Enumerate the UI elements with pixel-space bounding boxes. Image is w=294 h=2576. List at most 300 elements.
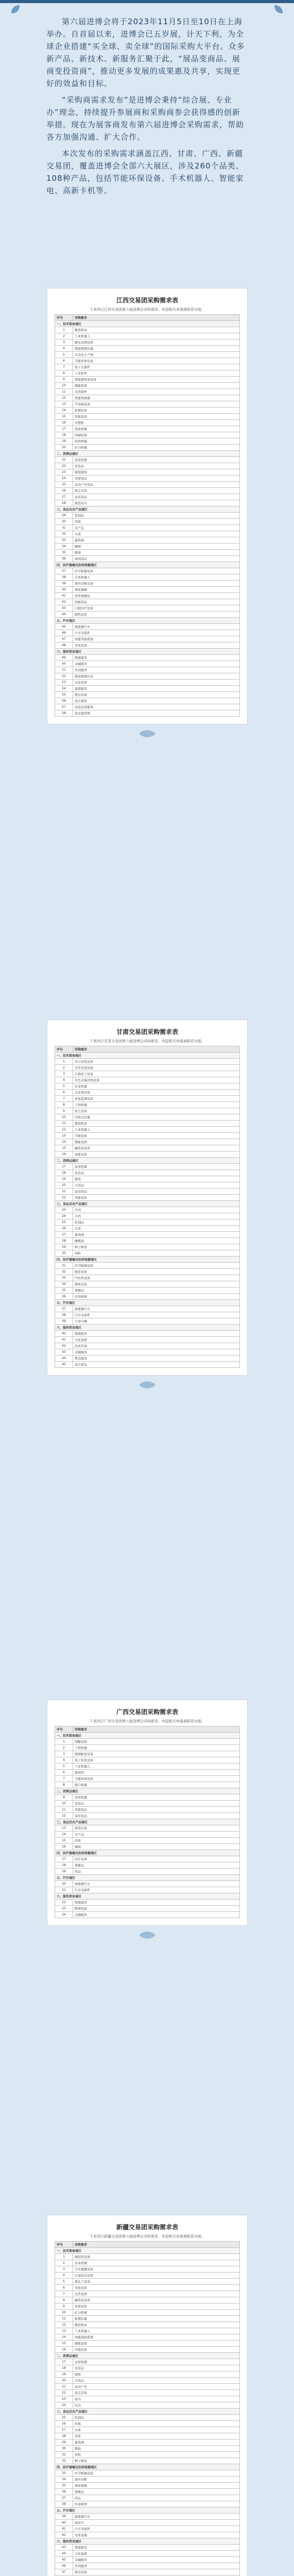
table-row	[55, 710, 240, 717]
row-item: 工业软件	[73, 370, 240, 377]
row-item: 文化创意	[73, 680, 240, 686]
row-number: 3	[55, 2266, 73, 2273]
row-number: 19	[55, 1176, 73, 1182]
row-number: 8	[55, 370, 73, 377]
table-header-row	[55, 315, 240, 321]
row-number: 33	[55, 2470, 73, 2477]
row-number: 16	[55, 1844, 73, 1850]
row-number: 23	[55, 1207, 73, 1213]
row-item: 家用电器	[73, 457, 240, 463]
table-row	[55, 1757, 240, 1764]
row-number: 25	[55, 1219, 73, 1226]
row-item: 运动户外	[73, 2384, 240, 2390]
row-number: 48	[55, 642, 73, 649]
row-item: 体外诊断	[73, 2477, 240, 2483]
row-number: 23	[55, 1906, 73, 1912]
row-number: 6	[55, 358, 73, 364]
table-row	[55, 593, 240, 599]
row-item: 保健品	[73, 1862, 240, 1869]
row-item: 饲料	[73, 1250, 240, 1257]
table-row	[55, 1170, 240, 1176]
row-item: 种子种苗	[73, 2458, 240, 2464]
category-label: 六、服务贸易展区	[55, 1325, 240, 1331]
row-item: 智能家居	[73, 1195, 240, 1201]
row-number: 32	[55, 2458, 73, 2464]
table-row	[55, 2545, 240, 2551]
table-row	[55, 1832, 240, 1838]
table-row	[55, 2347, 240, 2353]
table-row	[55, 1207, 240, 1213]
row-number: 31	[55, 2452, 73, 2458]
row-item: 葡萄酒	[73, 537, 240, 544]
intro-paragraph: 第六届进博会将于2023年11月5日至10日在上海举办。自首届以来，进博会已五岁展，计天下利，为全球企业搭建“买全球、卖全球”的国际采购大平台。众多新产品、新技术、新服务汇聚于此，“展品变商品、展商变投资商”，推动更多发展的成果惠及共享，实现更好的效益和目标。	[46, 17, 245, 88]
table-row	[55, 383, 240, 389]
row-item: 口腔医疗设备	[73, 605, 240, 612]
row-item: 汽车零部件	[73, 1887, 240, 1893]
row-number: 32	[55, 1269, 73, 1275]
row-item: 工业机器人	[73, 333, 240, 340]
row-number: 45	[55, 2557, 73, 2563]
row-number: 21	[55, 2384, 73, 2390]
category-row	[55, 1788, 240, 1794]
requirement-table	[55, 1046, 240, 1368]
row-item: 教育培训	[73, 2569, 240, 2575]
row-number: 31	[55, 1263, 73, 1269]
row-number: 23	[55, 469, 73, 476]
row-item: 日用品	[73, 1182, 240, 1189]
category-row	[55, 2464, 240, 2470]
row-number: 49	[55, 655, 73, 661]
row-item: 医学影像设备	[73, 568, 240, 574]
row-item: 化妆品	[73, 1170, 240, 1176]
row-number: 27	[55, 494, 73, 500]
table-row	[55, 2477, 240, 2483]
table-row	[55, 494, 240, 500]
row-number: 9	[55, 2303, 73, 2310]
table-row	[55, 2569, 240, 2575]
row-number: 17	[55, 2359, 73, 2365]
row-item: 激光切割设备	[73, 340, 240, 346]
row-item: 营养保健品	[73, 593, 240, 599]
row-number: 40	[55, 1331, 73, 1337]
row-item: 农业机械	[73, 1083, 240, 1090]
row-item: 制糖设备	[73, 1739, 240, 1745]
requirement-card	[47, 1700, 247, 1925]
row-item: 教育服务	[73, 1355, 240, 1362]
table-row	[55, 377, 240, 383]
row-item: 金融服务	[73, 1912, 240, 1918]
row-item: 港口机械	[73, 1782, 240, 1788]
table-row	[55, 2378, 240, 2384]
row-item: 运动用品	[73, 1189, 240, 1195]
table-row	[55, 1343, 240, 1349]
table-header-row	[55, 1046, 240, 1053]
row-number: 57	[55, 704, 73, 710]
row-number: 17	[55, 1164, 73, 1170]
row-number: 10	[55, 383, 73, 389]
row-number: 8	[55, 1102, 73, 1108]
table-subtitle: 下表列示江西交易团第六届进博会采购需求，欢迎相关参展商联系对接。	[90, 308, 205, 312]
category-row	[55, 1257, 240, 1263]
table-row	[55, 581, 240, 587]
table-row	[55, 2390, 240, 2396]
row-item: 羊肉	[73, 1213, 240, 1219]
category-row	[55, 562, 240, 568]
row-number: 5	[55, 2279, 73, 2285]
row-number: 6	[55, 1770, 73, 1776]
row-item: 医用耗材	[73, 2501, 240, 2507]
row-item: 印刷设备	[73, 432, 240, 438]
row-number: 13	[55, 2328, 73, 2334]
row-item: 服装	[73, 1176, 240, 1182]
row-number: 28	[55, 2433, 73, 2439]
row-item: 物流服务	[73, 1900, 240, 1906]
row-number: 41	[55, 1337, 73, 1343]
row-number: 2	[55, 333, 73, 340]
table-row	[55, 642, 240, 649]
row-item: 日用品	[73, 2378, 240, 2384]
category-row	[55, 1733, 240, 1739]
row-item: 智能传感器	[73, 395, 240, 401]
row-number: 20	[55, 445, 73, 451]
row-number: 25	[55, 2415, 73, 2421]
row-item: 热带水果	[73, 1825, 240, 1832]
row-number: 11	[55, 1121, 73, 1127]
category-row	[55, 2353, 240, 2359]
row-number: 4	[55, 346, 73, 352]
category-row	[55, 2507, 240, 2514]
table-subtitle: 下表列示广西交易团第六届进博会采购需求，欢迎相关参展商联系对接。	[90, 1719, 205, 1723]
row-item: 化妆品	[73, 463, 240, 469]
row-item: 节能设备	[73, 1133, 240, 1139]
table-row	[55, 599, 240, 605]
row-item: 农业机械	[73, 2260, 240, 2266]
row-item: 工程机械	[73, 1745, 240, 1751]
row-number: 29	[55, 513, 73, 519]
row-number: 35	[55, 550, 73, 556]
row-number: 22	[55, 1195, 73, 1201]
row-item: 实验室仪器	[73, 1114, 240, 1121]
category-row	[55, 2248, 240, 2254]
category-row	[55, 506, 240, 513]
row-number: 10	[55, 1114, 73, 1121]
row-item: 眼科设备	[73, 612, 240, 618]
row-item: 家用电器	[73, 2359, 240, 2365]
category-row	[55, 2409, 240, 2415]
row-item: 检测设备	[73, 408, 240, 414]
table-row	[55, 1071, 240, 1077]
row-number: 1	[55, 1739, 73, 1745]
row-item: 新材料	[73, 1770, 240, 1776]
row-item: 物流服务	[73, 2545, 240, 2551]
table-row	[55, 2291, 240, 2297]
table-row	[55, 1250, 240, 1257]
row-number: 10	[55, 2310, 73, 2316]
row-item: 节能环保设备	[73, 1776, 240, 1782]
table-row	[55, 1745, 240, 1751]
row-item: 家用电器	[73, 1164, 240, 1170]
table-row	[55, 1844, 240, 1850]
row-number: 8	[55, 1782, 73, 1788]
table-row	[55, 1312, 240, 1318]
category-label: 二、消费品展区	[55, 1788, 240, 1794]
row-number: 33	[55, 537, 73, 544]
row-number: 2	[55, 2260, 73, 2266]
table-row	[55, 612, 240, 618]
row-item: 家居用品	[73, 494, 240, 500]
table-row	[55, 2483, 240, 2489]
row-item: 服装	[73, 2371, 240, 2378]
table-row	[55, 2427, 240, 2433]
row-item: 有色金属冶炼设备	[73, 1077, 240, 1083]
leaf-icon	[138, 728, 157, 739]
row-item: 数控机床	[73, 2322, 240, 2328]
table-header-row	[55, 1726, 240, 1733]
table-row	[55, 1281, 240, 1287]
row-number: 21	[55, 457, 73, 463]
row-item: 服装服饰	[73, 469, 240, 476]
row-item: 医学影像设备	[73, 2470, 240, 2477]
row-number: 20	[55, 1881, 73, 1887]
table-row	[55, 1114, 240, 1121]
row-item: 水果	[73, 2427, 240, 2433]
row-item: 咖啡	[73, 544, 240, 550]
row-item: 智能制造系统	[73, 2334, 240, 2341]
row-item: 汽车零部件	[73, 1312, 240, 1318]
row-number: 12	[55, 395, 73, 401]
row-number: 47	[55, 2569, 73, 2575]
row-item: 金融服务	[73, 2557, 240, 2563]
row-number: 37	[55, 2495, 73, 2501]
row-item: 手术机器人	[73, 574, 240, 581]
row-item: 种子种苗	[73, 1244, 240, 1250]
row-item: 氢能设备	[73, 1151, 240, 1158]
row-number: 24	[55, 476, 73, 482]
row-item: 物流服务	[73, 1331, 240, 1337]
row-number: 7	[55, 364, 73, 370]
leaf-icon	[9, 3, 22, 15]
table-row	[55, 630, 240, 636]
category-row	[55, 1325, 240, 1331]
table-row	[55, 2402, 240, 2409]
row-item: 体外诊断设备	[73, 581, 240, 587]
row-item: 信息技术服务	[73, 704, 240, 710]
category-label: 三、食品及农产品展区	[55, 1201, 240, 1207]
table-row	[55, 2297, 240, 2303]
table-row	[55, 2439, 240, 2446]
table-row	[55, 457, 240, 463]
row-number: 58	[55, 710, 73, 717]
intro-paragraph: “采购商需求发布”是进博会秉持“综合展、专业办”理念，持续提升参展商和采购商参会获得感的创新举措。现在为展客商发布第六届进博会采购需求，帮助各方加强沟通、扩大合作。	[46, 95, 245, 142]
table-row	[55, 1121, 240, 1127]
table-row	[55, 2433, 240, 2439]
row-item: 冷链设备	[73, 2347, 240, 2353]
row-number: 30	[55, 519, 73, 525]
table-row	[55, 2415, 240, 2421]
category-label: 三、食品及农产品展区	[55, 2409, 240, 2415]
table-subtitle: 下表列示新疆交易团第六届进博会采购需求，欢迎相关参展商联系对接。	[90, 2234, 205, 2239]
category-label: 二、消费品展区	[55, 2353, 240, 2359]
table-row	[55, 513, 240, 519]
row-number: 35	[55, 2483, 73, 2489]
row-number: 25	[55, 482, 73, 488]
table-row	[55, 2359, 240, 2365]
row-item: 输变电设备	[73, 1145, 240, 1151]
row-item: 石油钻采设备	[73, 2273, 240, 2279]
row-number: 36	[55, 2489, 73, 2495]
table-row	[55, 556, 240, 562]
row-item: 珠宝首饰	[73, 488, 240, 494]
row-number: 46	[55, 2563, 73, 2569]
table-row	[55, 2260, 240, 2266]
table-row	[55, 1751, 240, 1757]
category-label: 五、汽车展区	[55, 618, 240, 624]
row-number: 21	[55, 1887, 73, 1893]
row-item: 金融服务	[73, 1349, 240, 1355]
table-row	[55, 2421, 240, 2427]
requirement-table	[55, 314, 240, 717]
row-number: 39	[55, 1318, 73, 1325]
row-number: 5	[55, 1083, 73, 1090]
table-row	[55, 1838, 240, 1844]
row-item: 家用电器	[73, 1794, 240, 1801]
row-item: 箱包皮具	[73, 500, 240, 506]
row-item: 储能设备	[73, 2341, 240, 2347]
row-number: 22	[55, 463, 73, 469]
table-row	[55, 544, 240, 550]
requirement-table	[55, 1726, 240, 1918]
table-row	[55, 500, 240, 506]
row-item: 数控机床	[73, 327, 240, 333]
table-row	[55, 2341, 240, 2347]
row-item: 矿山机械	[73, 2310, 240, 2316]
table-row	[55, 1059, 240, 1065]
row-number: 34	[55, 1281, 73, 1287]
table-row	[55, 1881, 240, 1887]
row-item: 中医药设备	[73, 1275, 240, 1281]
row-number: 9	[55, 1794, 73, 1801]
row-number: 32	[55, 531, 73, 537]
category-label: 二、消费品展区	[55, 1158, 240, 1164]
table-row	[55, 364, 240, 370]
row-number: 12	[55, 1127, 73, 1133]
row-number: 5	[55, 352, 73, 358]
table-row	[55, 1269, 240, 1275]
row-item: 家具	[73, 2396, 240, 2402]
table-row	[55, 636, 240, 642]
category-label: 一、技术装备展区	[55, 321, 240, 327]
row-number: 39	[55, 2514, 73, 2520]
table-row	[55, 2322, 240, 2328]
row-item: 旅游服务	[73, 686, 240, 692]
table-row	[55, 2458, 240, 2464]
row-number: 45	[55, 1362, 73, 1368]
table-row	[55, 358, 240, 364]
row-number: 13	[55, 1133, 73, 1139]
row-number: 34	[55, 544, 73, 550]
row-item: 康复器械	[73, 2483, 240, 2489]
row-item: 母婴用品	[73, 1807, 240, 1813]
row-item: 商用车	[73, 2520, 240, 2526]
table-row	[55, 327, 240, 333]
row-item: 葡萄酒	[73, 2439, 240, 2446]
table-row	[55, 1232, 240, 1238]
table-row	[55, 1244, 240, 1250]
table-row	[55, 1900, 240, 1906]
row-item: 光伏组件	[73, 389, 240, 395]
table-row	[55, 1139, 240, 1145]
category-row	[55, 1819, 240, 1825]
row-item: 乳制品	[73, 2415, 240, 2421]
row-number: 11	[55, 389, 73, 395]
table-row	[55, 1127, 240, 1133]
row-number: 14	[55, 1139, 73, 1145]
table-row	[55, 2384, 240, 2390]
row-number: 20	[55, 1182, 73, 1189]
row-number: 36	[55, 556, 73, 562]
column-header: 采购需求	[73, 315, 240, 321]
row-number: 42	[55, 599, 73, 605]
row-item: 储能系统	[73, 383, 240, 389]
category-label: 三、食品及农产品展区	[55, 1819, 240, 1825]
row-item: 智能驾驶系统	[73, 636, 240, 642]
table-row	[55, 1362, 240, 1368]
table-row	[55, 1083, 240, 1090]
row-item: 牛肉	[73, 1207, 240, 1213]
table-row	[55, 519, 240, 525]
table-row	[55, 1807, 240, 1813]
table-row	[55, 2303, 240, 2310]
row-number: 1	[55, 327, 73, 333]
table-row	[55, 1263, 240, 1269]
table-row	[55, 531, 240, 537]
leaf-icon	[272, 3, 285, 15]
category-label: 四、医疗器械及医药保健展区	[55, 562, 240, 568]
row-number: 23	[55, 2396, 73, 2402]
row-item: 玩具	[73, 2402, 240, 2409]
row-number: 38	[55, 574, 73, 581]
row-item: 肉类	[73, 519, 240, 525]
table-row	[55, 1077, 240, 1083]
row-number: 12	[55, 2322, 73, 2328]
row-number: 28	[55, 500, 73, 506]
table-row	[55, 438, 240, 445]
row-number: 11	[55, 1807, 73, 1813]
category-row	[55, 451, 240, 457]
table-row	[55, 2520, 240, 2526]
row-item: 医用耗材	[73, 1294, 240, 1300]
row-number: 56	[55, 698, 73, 704]
table-row	[55, 2495, 240, 2501]
table-row	[55, 1182, 240, 1189]
row-number: 53	[55, 680, 73, 686]
leaf-icon	[138, 1929, 157, 1941]
table-row	[55, 2514, 240, 2520]
row-number: 34	[55, 2477, 73, 2483]
table-row	[55, 2470, 240, 2477]
category-label: 二、消费品展区	[55, 451, 240, 457]
table-title: 江西交易团采购需求表	[116, 297, 178, 304]
table-row	[55, 395, 240, 401]
row-number: 7	[55, 1096, 73, 1102]
row-number: 14	[55, 2334, 73, 2341]
category-row	[55, 321, 240, 327]
table-row	[55, 1133, 240, 1139]
column-header: 序号	[55, 1046, 73, 1053]
category-row	[55, 1893, 240, 1900]
row-number: 3	[55, 1071, 73, 1077]
table-row	[55, 340, 240, 346]
